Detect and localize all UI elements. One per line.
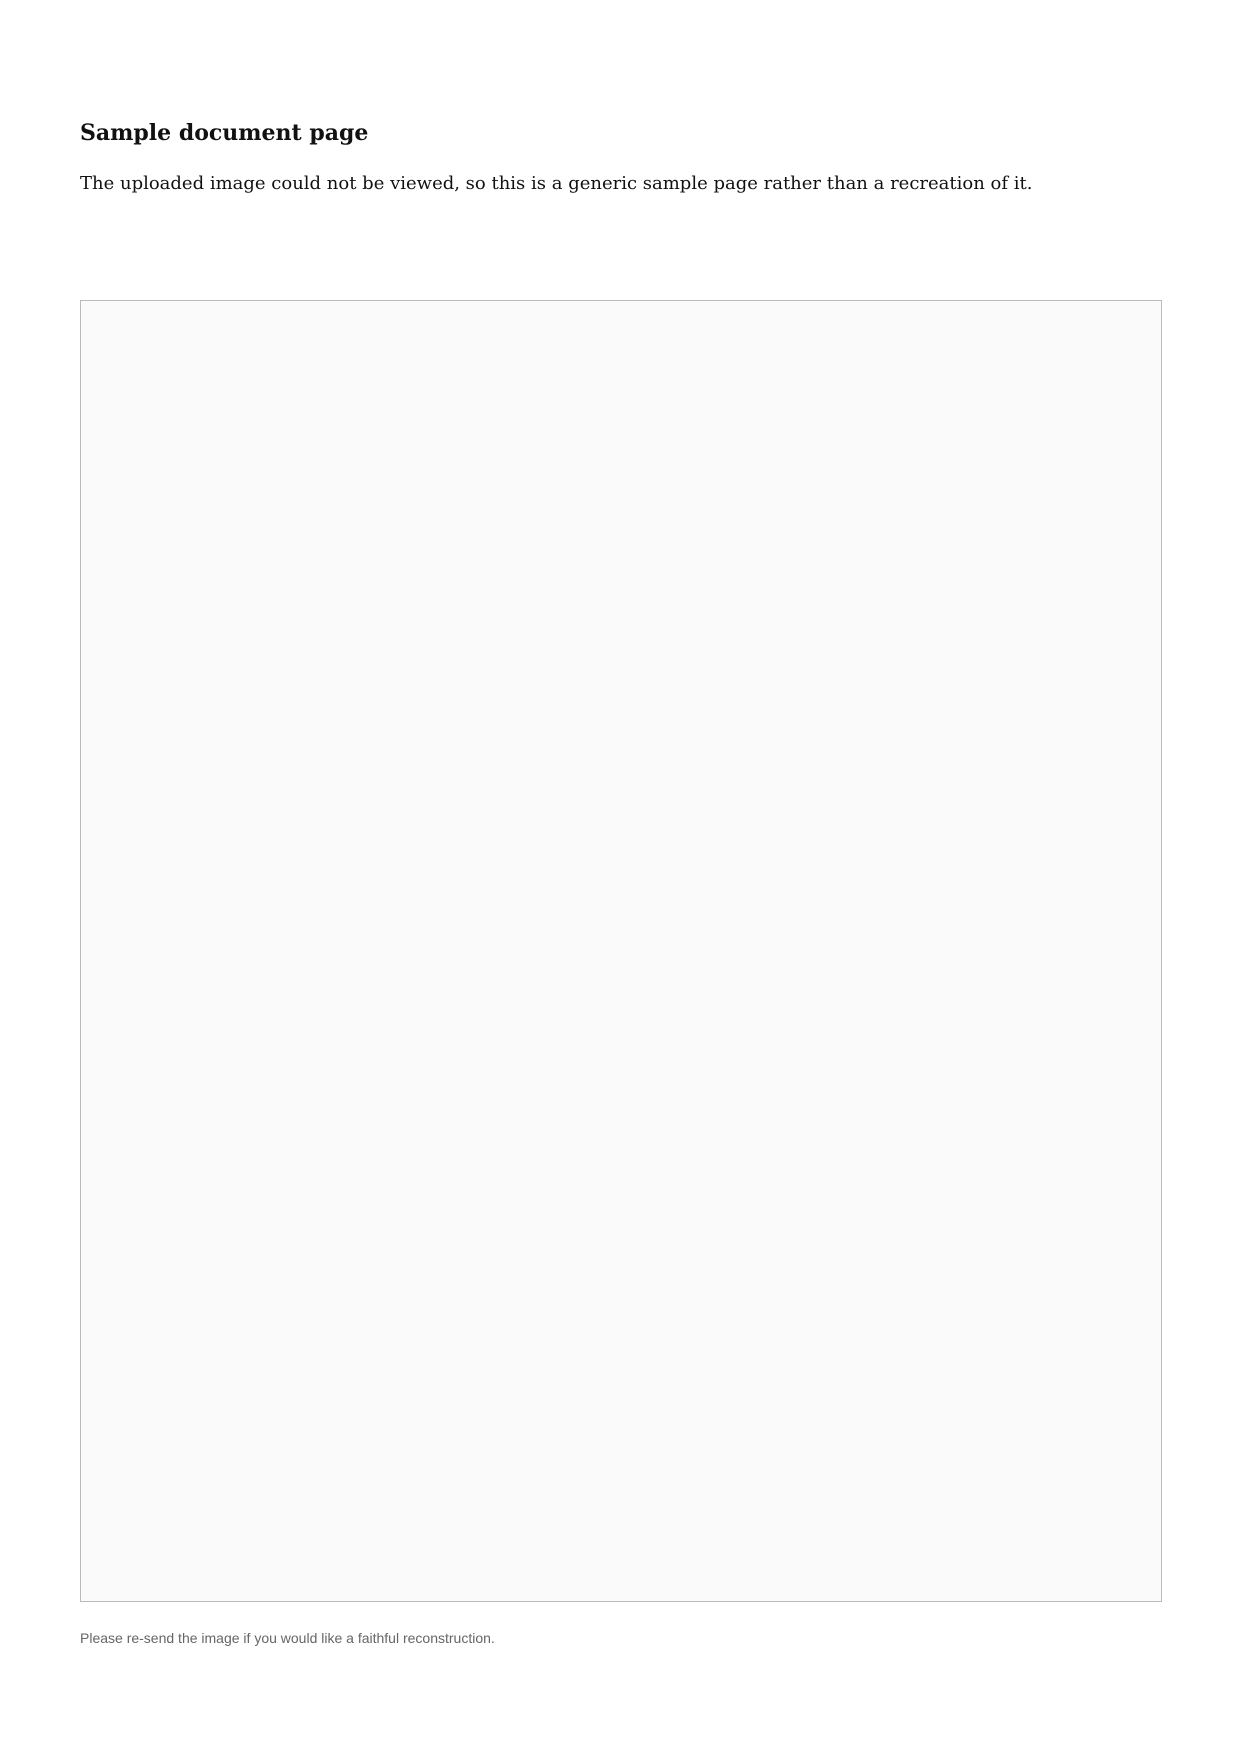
page-title: Sample document page xyxy=(80,120,369,146)
intro-text: The uploaded image could not be viewed, so this is a generic sample page rather than a recreation of it. xyxy=(80,173,1033,194)
content-panel xyxy=(80,300,1162,1602)
footer-note: Please re-send the image if you would like a faithful reconstruction. xyxy=(80,1630,495,1646)
